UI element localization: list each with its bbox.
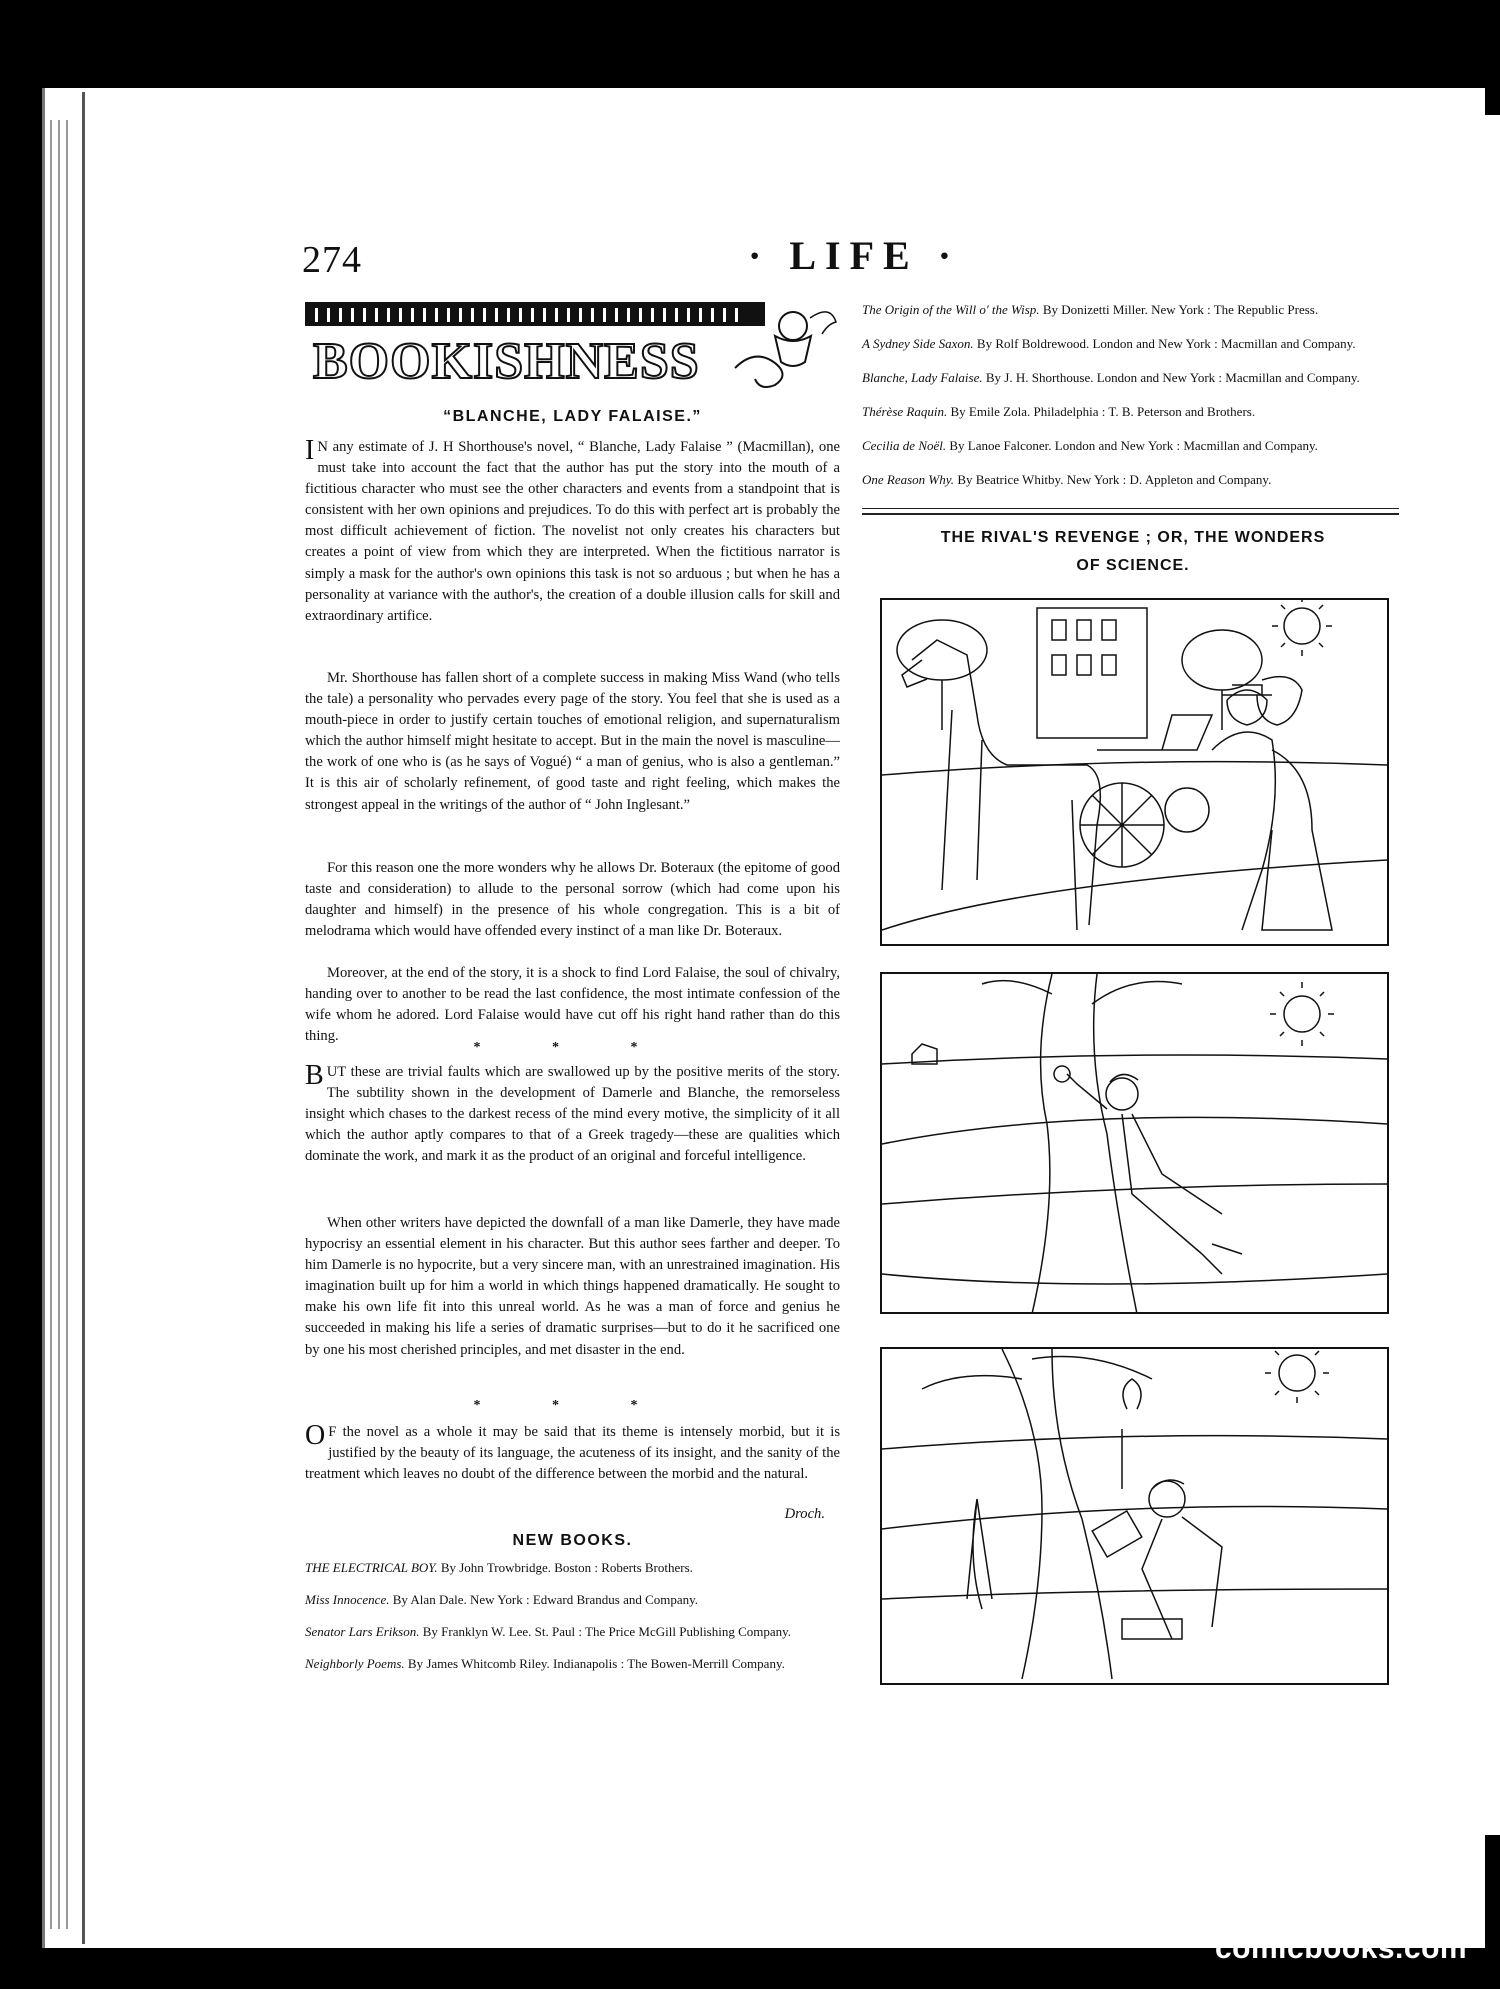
sun-icon xyxy=(1284,608,1320,644)
book-entry: The Origin of the Will o' the Wisp. By Donizetti Miller. New York : The Republic Press. xyxy=(862,302,1319,317)
book-entry: Neighborly Poems. By James Whitcomb Riley. Indianapolis : The Bowen-Merrill Company. xyxy=(305,1656,785,1671)
section-divider-stars: * * * xyxy=(473,1398,672,1413)
book-entry: Thérèse Raquin. By Emile Zola. Philadelphia : T. B. Peterson and Brothers. xyxy=(862,404,1256,419)
comic-title xyxy=(878,524,1388,580)
review-paragraph-7: O F the novel as a whole it may be said that its theme is intensely morbid, but it is justified by the beauty of its language, the acuteness of its insight, and the sanity of the treatment which leaves no doubt of the difference between the morbid and the natural. xyxy=(305,1420,840,1483)
review-paragraph-6: When other writers have depicted the downfall of a man like Damerle, they have made hypocrisy an essential element in his character. But this author sees farther and deeper. To him Damerle is no hypocrite, but a very sincere man, with an unrestrained imagination. His imagination built up for him a world in which things happened dramatically. He sought to make his own life fit into this unreal world. As he was a man of force and genius he succeeded in making his life a series of dramatic surprises—but to do it he sacrificed one by one his most cherished principles, and met disaster in the end. xyxy=(305,1215,840,1358)
cherub-head-icon xyxy=(779,312,807,340)
review-paragraph-5: BUT these are trivial faults which are swallowed up by the positive merits of the story. The subtility shown in the development of Damerle and Blanche, the remorseless insight which chases to the darkest recess of the mind every motive, the simplicity of it all which the author aptly compares to that of a Greek tragedy—these are qualities which dominate the work, and mark it as the product of an original and forceful intelligence. xyxy=(305,1060,840,1165)
review-signature: Droch. xyxy=(784,1506,825,1522)
drop-cap: O xyxy=(305,1420,326,1451)
cherub-wing-icon xyxy=(810,312,836,334)
comic-panel-2 xyxy=(880,972,1389,1314)
book-entry: Blanche, Lady Falaise. By J. H. Shorthouse. London and New York : Macmillan and Company. xyxy=(862,370,1360,385)
review-paragraph-1: I N any estimate of J. H Shorthouse's novel, “ Blanche, Lady Falaise ” (Macmillan), one must take into account the fact that the author has put the story into the mouth of a fictitious character who must see the other characters and events from a standpoint that is consistent with her own opinions and prejudices. To do this with perfect art is probably the most difficult achievement of fiction. The novelist not only creates his characters but creates a point of view from which they are interpreted. When the fictitious narrator is simply a mask for the author's own opinions this task is not so arduous ; but when he has a personality at variance with the author's, the creation of a double illusion calls for skill and extraordinary artifice. xyxy=(305,435,840,624)
page-edge-line xyxy=(66,120,68,1929)
facing-page-edge xyxy=(1455,115,1500,1835)
umbrella-scene-illustration xyxy=(882,1349,1387,1683)
book-entry: One Reason Why. By Beatrice Whitby. New York : D. Appleton and Company. xyxy=(862,472,1272,487)
drop-cap: B xyxy=(305,1060,324,1091)
book-entry: Senator Lars Erikson. By Franklyn W. Lee. St. Paul : The Price McGill Publishing Company. xyxy=(305,1624,792,1639)
page-edge-line xyxy=(50,120,52,1929)
book-entry: Cecilia de Noël. By Lanoe Falconer. London and New York : Macmillan and Company. xyxy=(862,438,1318,453)
comic-title-line: THE RIVAL'S REVENGE ; OR, THE WONDERS xyxy=(940,529,1326,546)
bookishness-banner xyxy=(305,298,840,390)
section-divider-stars: * * * xyxy=(473,1040,672,1055)
book-entry: THE ELECTRICAL BOY. By John Trowbridge. Boston : Roberts Brothers. xyxy=(305,1560,693,1575)
comic-panel-1 xyxy=(880,598,1389,946)
watermark-text: comicbooks.com xyxy=(1215,1932,1468,1965)
sun-icon xyxy=(1284,996,1320,1032)
tree-scene-illustration xyxy=(882,974,1387,1312)
comic-panel-3 xyxy=(880,1347,1389,1685)
review-paragraph-3: For this reason one the more wonders why he allows Dr. Boteraux (the epitome of good taste and consideration) to allude to the personal sorrow (which had come upon his daughter and himself) in the presence of his whole congregation. This is a bit of melodrama which would have offended every instinct of a man like Dr. Boteraux. xyxy=(305,860,840,940)
review-heading: “BLANCHE, LADY FALAISE.” xyxy=(443,408,702,425)
book-entry: A Sydney Side Saxon. By Rolf Boldrewood. London and New York : Macmillan and Company. xyxy=(862,336,1356,351)
comic-title-line: OF SCIENCE. xyxy=(1076,557,1190,574)
banner-lettering: BOOKISHNESS xyxy=(313,333,700,390)
masthead-title: · LIFE · xyxy=(748,233,961,278)
carriage-scene-illustration xyxy=(882,600,1387,944)
new-books-heading: NEW BOOKS. xyxy=(512,1532,633,1549)
review-paragraph-4: Moreover, at the end of the story, it is a shock to find Lord Falaise, the soul of chivalry, handing over to another to be read the last confidence, the most intimate confession of the wife whom he adored. Lord Falaise would have cut off his right hand rather than do this thing. xyxy=(305,965,840,1045)
column-rule xyxy=(862,508,1399,515)
review-paragraph-2: Mr. Shorthouse has fallen short of a complete success in making Miss Wand (who tells the tale) a personality who pervades every page of the story. You feel that she is used as a mouth-piece in order to justify certain touches of emotional religion, and supernaturalism which the author himself might hesitate to accept. But in the main the novel is masculine—the work of one who is (as he says of Vogué) “ a man of genius, who is also a gentleman.” It is this air of scholarly refinement, of good taste and right feeling, which makes the strongest appeal in the writings of the author of “ John Inglesant.” xyxy=(305,670,840,813)
drop-cap: I xyxy=(305,435,315,466)
page-edge-line xyxy=(58,120,60,1929)
sun-icon xyxy=(1279,1355,1315,1391)
book-entry: Miss Innocence. By Alan Dale. New York : Edward Brandus and Company. xyxy=(305,1592,699,1607)
page-number: 274 xyxy=(302,239,362,281)
